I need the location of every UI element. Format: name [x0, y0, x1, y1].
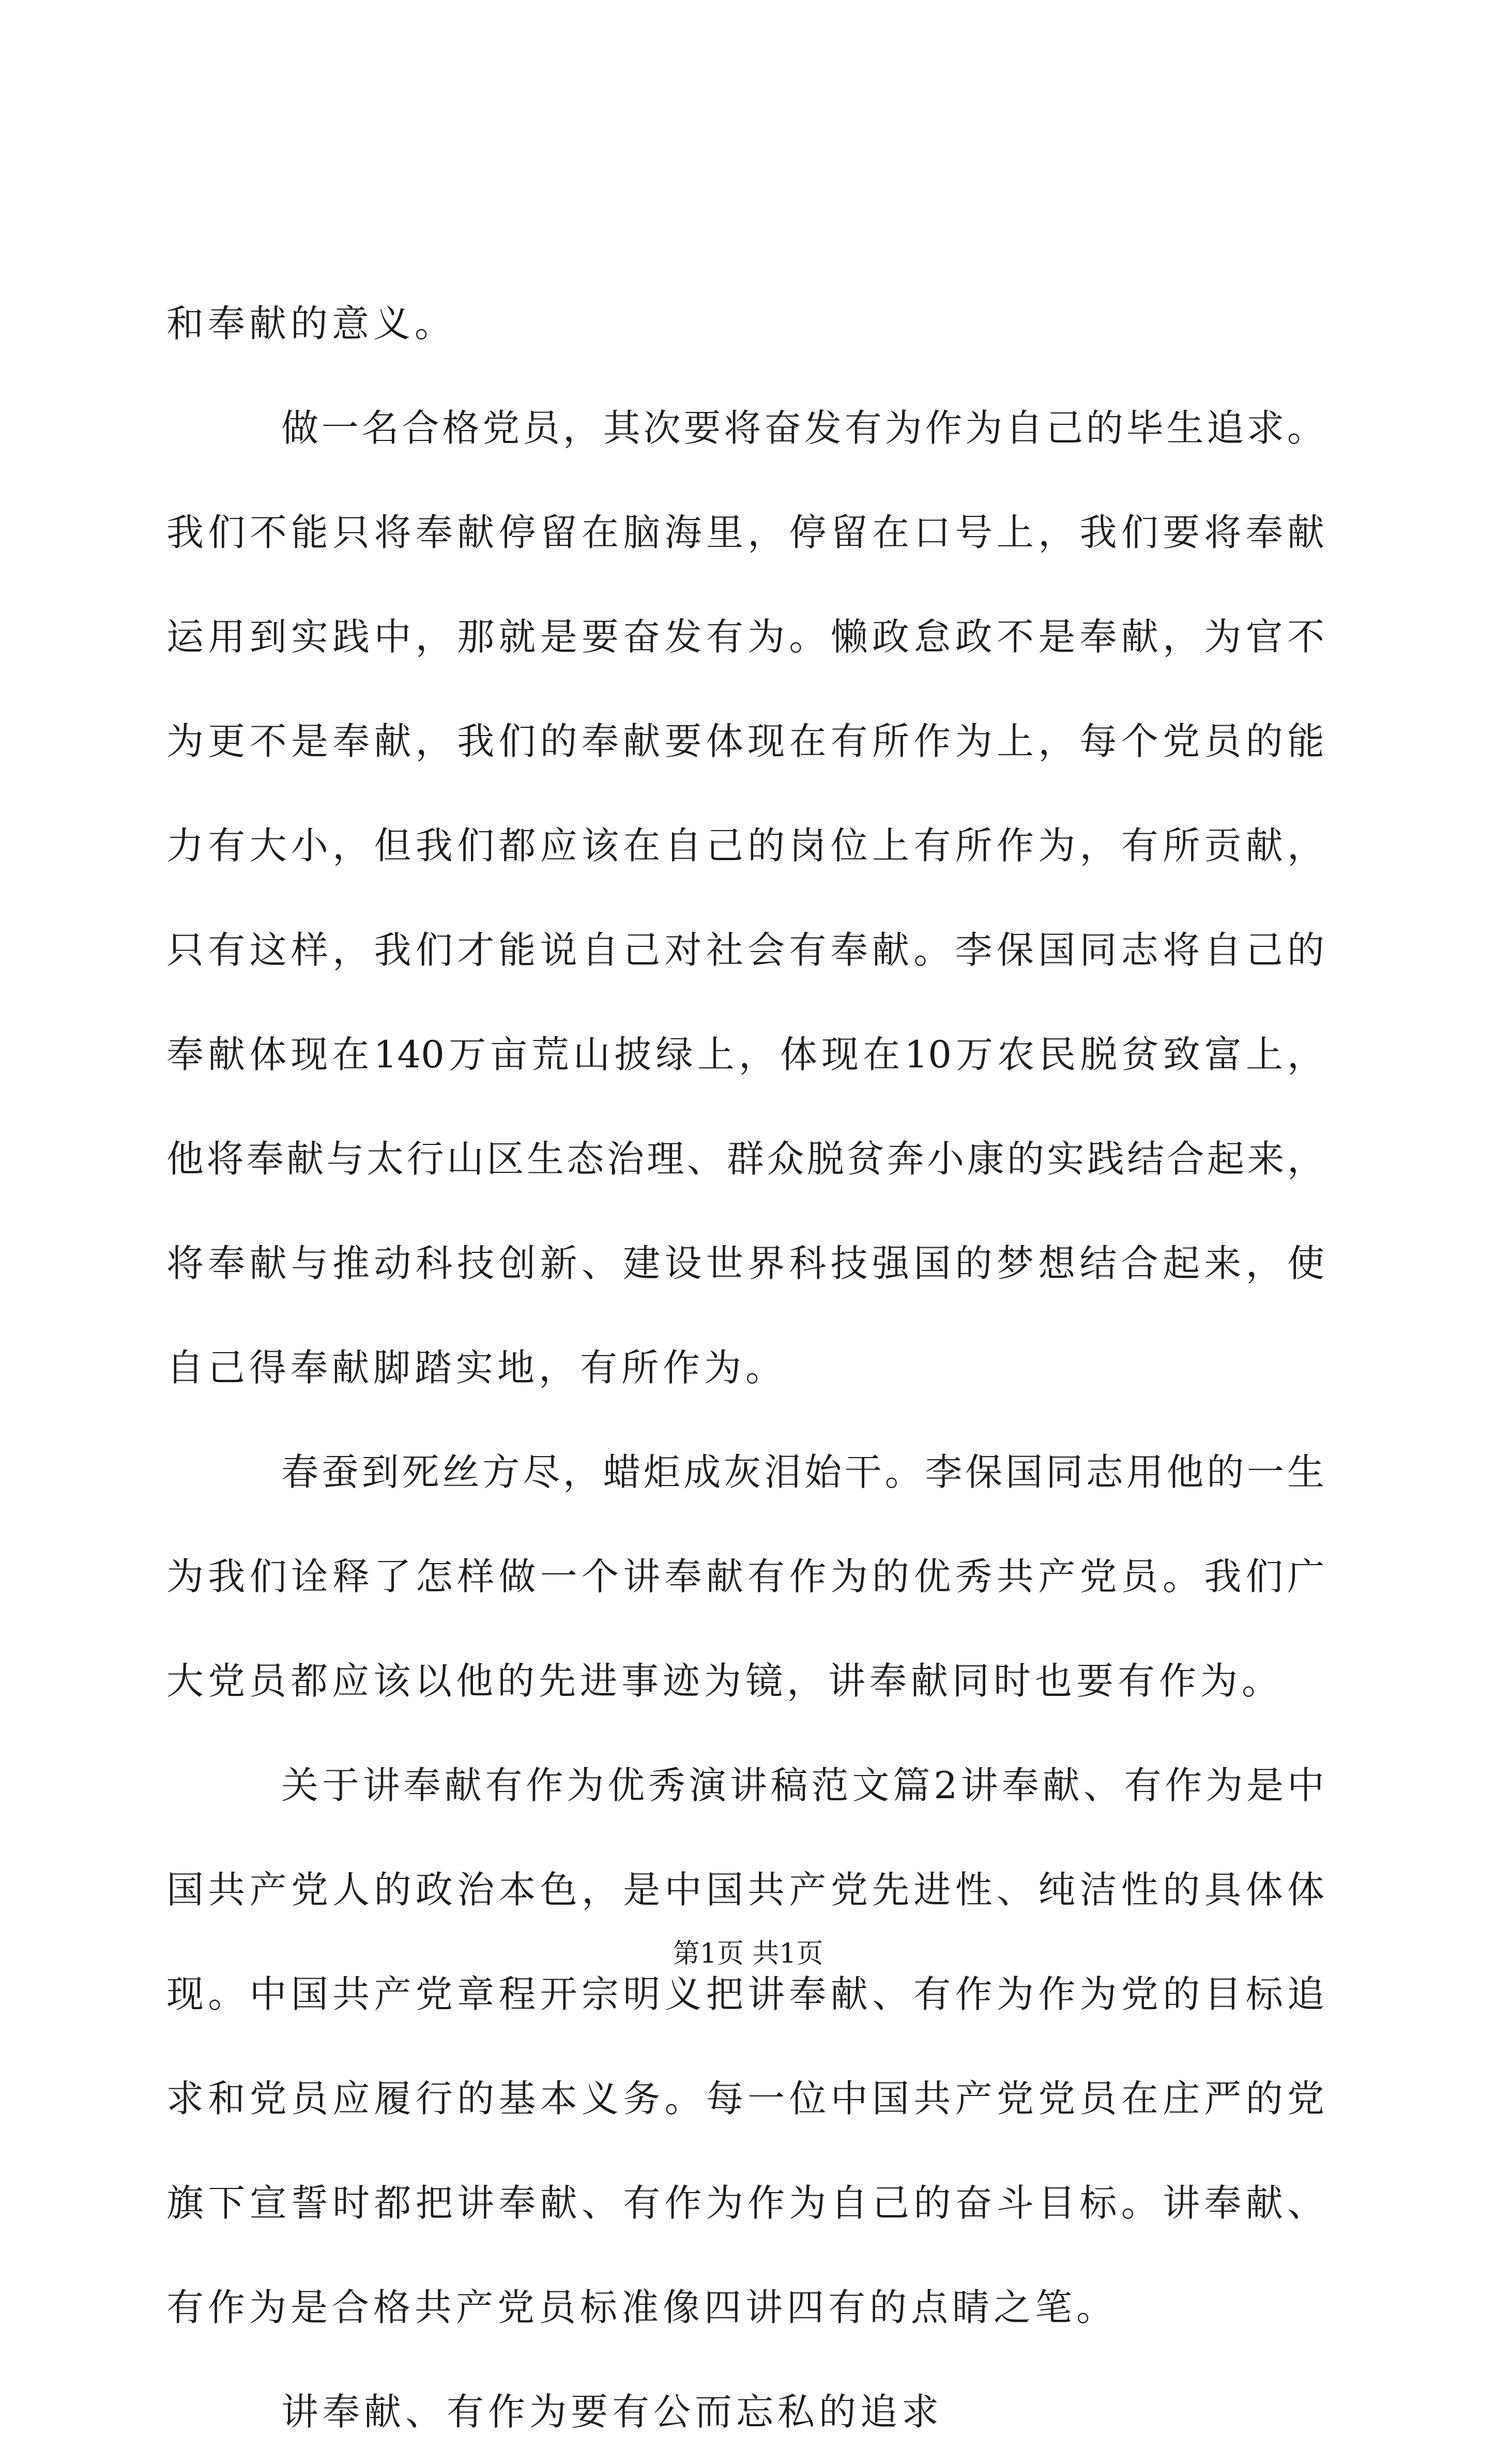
text-line: 有作为是合格共产党员标准像四讲四有的点睛之笔。: [166, 2286, 1118, 2329]
text-line: 做一名合格党员，其次要将奋发有为作为自己的毕生追求。: [281, 406, 1324, 450]
text-line: 国共产党人的政治本色，是中国共产党先进性、纯洁性的具体体: [166, 1868, 1324, 1911]
text-line: 我们不能只将奉献停留在脑海里，停留在口号上，我们要将奉献: [166, 511, 1324, 554]
text-line: 春蚕到死丝方尽，蜡炬成灰泪始干。李保国同志用他的一生: [281, 1450, 1324, 1494]
text-line: 求和党员应履行的基本义务。每一位中国共产党党员在庄严的党: [166, 2077, 1324, 2120]
text-line: 只有这样，我们才能说自己对社会有奉献。李保国同志将自己的: [166, 928, 1324, 972]
text-line: 讲奉献、有作为要有公而忘私的追求: [281, 2390, 943, 2434]
text-line: 大党员都应该以他的先进事迹为镜，讲奉献同时也要有作为。: [166, 1659, 1284, 1703]
text-line: 为更不是奉献，我们的奉献要体现在有所作为上，每个党员的能: [166, 720, 1324, 763]
text-line: 和奉献的意义。: [166, 302, 456, 345]
text-line: 为我们诠释了怎样做一个讲奉献有作为的优秀共产党员。我们广: [166, 1555, 1324, 1598]
text-line: 自己得奉献脚踏实地，有所作为。: [166, 1346, 787, 1389]
text-line: 旗下宣誓时都把讲奉献、有作为作为自己的奋斗目标。讲奉献、: [166, 2181, 1324, 2225]
page-footer: 第1页 共1页: [673, 1938, 823, 1969]
text-line: 力有大小，但我们都应该在自己的岗位上有所作为，有所贡献，: [166, 824, 1324, 867]
text-line: 运用到实践中，那就是要奋发有为。懒政怠政不是奉献，为官不: [166, 615, 1324, 659]
text-line: 奉献体现在140万亩荒山披绿上，体现在10万农民脱贫致富上，: [166, 1033, 1324, 1076]
text-line: 关于讲奉献有作为优秀演讲稿范文篇2讲奉献、有作为是中: [281, 1764, 1324, 1807]
text-line: 现。中国共产党章程开宗明义把讲奉献、有作为作为党的目标追: [166, 1972, 1324, 2016]
text-line: 他将奉献与太行山区生态治理、群众脱贫奔小康的实践结合起来，: [166, 1137, 1324, 1181]
text-line: 将奉献与推动科技创新、建设世界科技强国的梦想结合起来，使: [166, 1242, 1324, 1285]
document-body: [166, 271, 1324, 2464]
